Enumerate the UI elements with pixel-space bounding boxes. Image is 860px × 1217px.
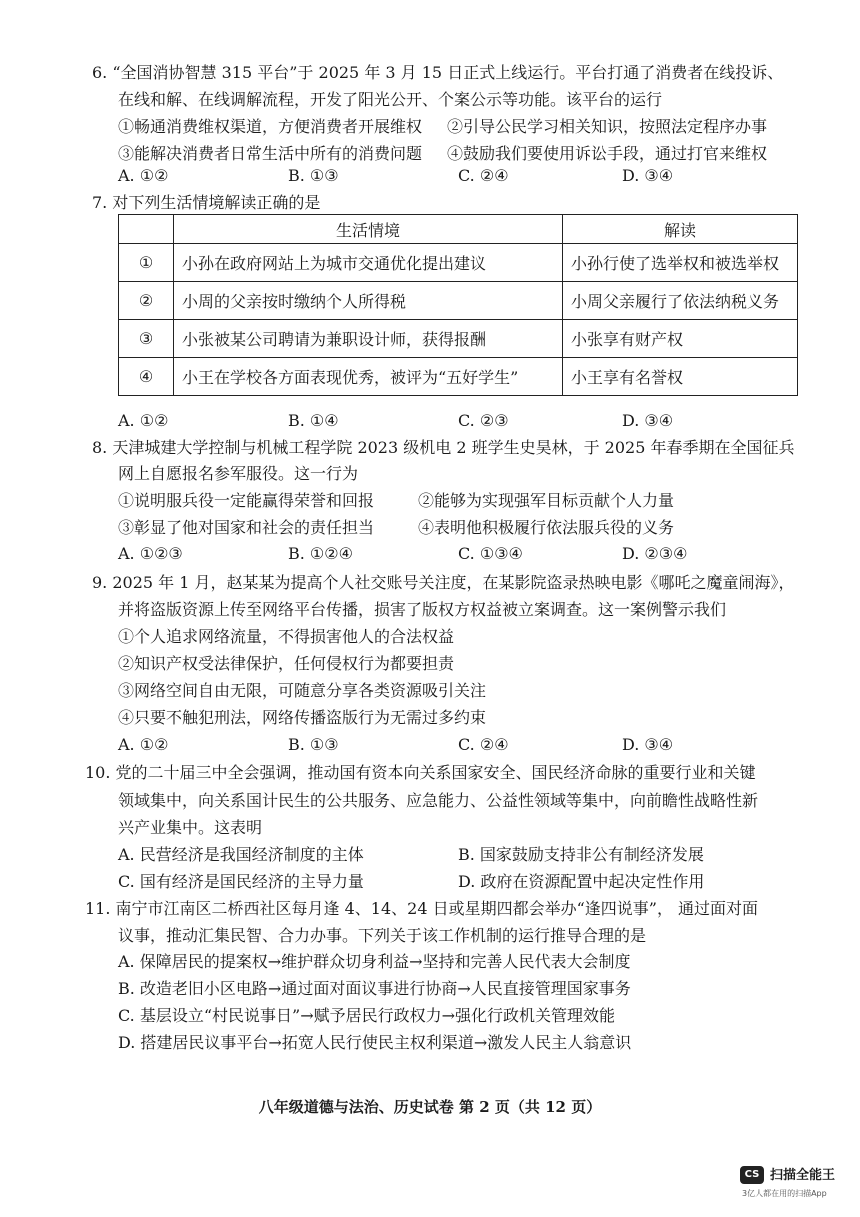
q10-stem-line2: 领域集中，向关系国计民生的公共服务、应急能力、公益性领域等集中，向前瞻性战略性新 (118, 791, 759, 810)
q8-option-d: D. ②③④ (622, 544, 688, 563)
q11-stem-line1: 11. 南宁市江南区二桥西社区每月逢 4、14、24 日或星期四都会举办“逢四说事”， 通过面对面 (85, 899, 759, 918)
watermark-subtitle: 3亿人都在用的扫描App (742, 1189, 827, 1198)
q7-stem: 7. 对下列生活情境解读正确的是 (92, 193, 321, 212)
q9-statement-2: ②知识产权受法律保护，任何侵权行为都要担责 (118, 654, 455, 673)
q9-option-d: D. ③④ (622, 735, 674, 754)
q7-row-situation: 小王在学校各方面表现优秀，被评为“五好学生” (174, 358, 563, 396)
q7-row-interpretation: 小张享有财产权 (563, 320, 798, 358)
q9-option-c: C. ②④ (458, 735, 509, 754)
q7-option-a: A. ①② (118, 411, 169, 430)
q9-statement-3: ③网络空间自由无限，可随意分享各类资源吸引关注 (118, 681, 487, 700)
q8-stem-line1: 8. 天津城建大学控制与机械工程学院 2023 级机电 2 班学生史昊林，于 2025 年春季期在全国征兵 (92, 438, 795, 457)
q7-option-b: B. ①④ (288, 411, 339, 430)
q10-stem-line1: 10. 党的二十届三中全会强调，推动国有资本向关系国家安全、国民经济命脉的重要行业和关键 (85, 763, 756, 782)
q7-header-interpretation: 解读 (563, 215, 798, 244)
q6-stem-line1: 6. “全国消协智慧 315 平台”于 2025 年 3 月 15 日正式上线运行。平台打通了消费者在线投诉、 (92, 63, 784, 82)
q7-row-number: ③ (119, 320, 174, 358)
q8-statement-1: ①说明服兵役一定能赢得荣誉和回报 (118, 491, 375, 510)
q7-header-situation: 生活情境 (174, 215, 563, 244)
q8-statement-2: ②能够为实现强军目标贡献个人力量 (418, 491, 675, 510)
q7-option-d: D. ③④ (622, 411, 674, 430)
q6-option-c: C. ②④ (458, 166, 509, 185)
q6-stem-line2: 在线和解、在线调解流程，开发了阳光公开、个案公示等功能。该平台的运行 (118, 90, 663, 109)
q7-row-interpretation: 小王享有名誉权 (563, 358, 798, 396)
q10-option-c: C. 国有经济是国民经济的主导力量 (118, 872, 364, 891)
q11-option-b: B. 改造老旧小区电路→通过面对面议事进行协商→人民直接管理国家事务 (118, 979, 631, 998)
q10-option-b: B. 国家鼓励支持非公有制经济发展 (458, 845, 704, 864)
q6-option-b: B. ①③ (288, 166, 339, 185)
q11-option-c: C. 基层设立“村民说事日”→赋予居民行政权力→强化行政机关管理效能 (118, 1006, 616, 1025)
watermark-title: 扫描全能王 (770, 1168, 836, 1183)
q10-stem-line3: 兴产业集中。这表明 (118, 818, 263, 837)
table-row (119, 358, 798, 396)
q7-row-situation: 小周的父亲按时缴纳个人所得税 (174, 282, 563, 320)
q9-stem-line1: 9. 2025 年 1 月，赵某某为提高个人社交账号关注度，在某影院盗录热映电影《哪吒之魔童闹海》， (92, 573, 795, 592)
q9-statement-4: ④只要不触犯刑法，网络传播盗版行为无需过多约束 (118, 708, 487, 727)
q7-row-interpretation: 小周父亲履行了依法纳税义务 (563, 282, 798, 320)
q6-option-a: A. ①② (118, 166, 169, 185)
q7-row-situation: 小张被某公司聘请为兼职设计师，获得报酬 (174, 320, 563, 358)
q6-option-d: D. ③④ (622, 166, 674, 185)
q7-row-situation: 小孙在政府网站上为城市交通优化提出建议 (174, 244, 563, 282)
q7-option-c: C. ②③ (458, 411, 509, 430)
q6-statement-2: ②引导公民学习相关知识，按照法定程序办事 (447, 117, 768, 136)
q8-stem-line2: 网上自愿报名参军服役。这一行为 (118, 464, 359, 483)
q8-statement-3: ③彰显了他对国家和社会的责任担当 (118, 518, 375, 537)
q7-table-header (119, 215, 798, 244)
table-row (119, 282, 798, 320)
camscanner-logo-icon (740, 1166, 764, 1184)
q11-option-a: A. 保障居民的提案权→维护群众切身利益→坚持和完善人民代表大会制度 (118, 952, 631, 971)
q7-row-number: ② (119, 282, 174, 320)
q10-option-a: A. 民营经济是我国经济制度的主体 (118, 845, 364, 864)
table-row (119, 320, 798, 358)
q8-option-c: C. ①③④ (458, 544, 523, 563)
q6-statement-1: ①畅通消费维权渠道，方便消费者开展维权 (118, 117, 423, 136)
q8-option-a: A. ①②③ (118, 544, 183, 563)
table-row (119, 244, 798, 282)
q11-stem-line2: 议事，推动汇集民智、合力办事。下列关于该工作机制的运行推导合理的是 (118, 926, 647, 945)
q7-row-interpretation: 小孙行使了选举权和被选举权 (563, 244, 798, 282)
q11-option-d: D. 搭建居民议事平台→拓宽人民行使民主权利渠道→激发人民主人翁意识 (118, 1033, 632, 1052)
watermark-badge-text: CS (744, 1169, 760, 1180)
q6-statement-4: ④鼓励我们要使用诉讼手段，通过打官来维权 (447, 144, 768, 163)
q10-option-d: D. 政府在资源配置中起决定性作用 (458, 872, 705, 891)
q7-header-empty (119, 215, 174, 244)
q7-row-number: ① (119, 244, 174, 282)
q9-option-b: B. ①③ (288, 735, 339, 754)
q9-option-a: A. ①② (118, 735, 169, 754)
page-footer: 八年级道德与法治、历史试卷 第 2 页（共 12 页） (258, 1098, 602, 1116)
q8-statement-4: ④表明他积极履行依法服兵役的义务 (418, 518, 675, 537)
q9-stem-line2: 并将盗版资源上传至网络平台传播，损害了版权方权益被立案调查。这一案例警示我们 (118, 600, 727, 619)
q6-statement-3: ③能解决消费者日常生活中所有的消费问题 (118, 144, 423, 163)
q7-row-number: ④ (119, 358, 174, 396)
q8-option-b: B. ①②④ (288, 544, 353, 563)
q7-table (118, 214, 798, 396)
q9-statement-1: ①个人追求网络流量，不得损害他人的合法权益 (118, 627, 455, 646)
